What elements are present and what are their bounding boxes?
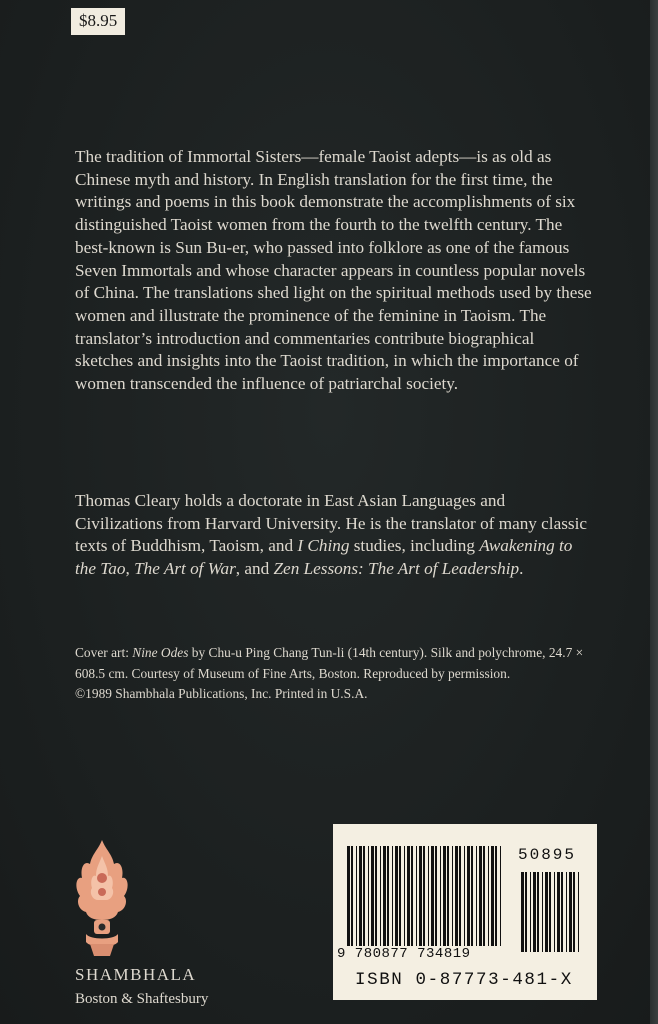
- cover-edge: [650, 0, 658, 1024]
- ean-barcode: [345, 846, 505, 946]
- publisher-location: Boston & Shaftesbury: [75, 991, 209, 1007]
- credits-details: by Chu-u Ping Chang Tun-li (14th century). Silk and polychrome, 24.7 × 608.5 cm. Courtesy of Museum of Fine Arts, Boston. Reproduced by permission.: [75, 645, 584, 681]
- bio-text: studies, including: [349, 536, 480, 556]
- copyright-line: ©1989 Shambhala Publications, Inc. Printed in U.S.A.: [75, 686, 368, 701]
- isbn-number: ISBN 0-87773-481-X: [355, 970, 573, 990]
- barcode-panel: [333, 824, 597, 1000]
- bio-italic-title: The Art of War: [134, 559, 236, 579]
- credits-prefix: Cover art:: [75, 645, 133, 660]
- bio-italic-title: Zen Lessons: The Art of Leadership: [273, 559, 520, 579]
- bio-text: ,: [125, 559, 135, 579]
- artwork-title: Nine Odes: [132, 645, 189, 660]
- price-addon-barcode: [519, 872, 583, 952]
- price-sticker: $8.95: [71, 8, 125, 35]
- book-description: The tradition of Immortal Sisters—female Taoist adepts—is as old as Chinese myth and history. In English translation for the first time, the writings and poems in this book demonstrate the accomplishments of six distinguished Taoist women from the fourth to the twelfth century. The best-known is Sun Bu-er, who passed into folklore as one of the famous Seven Immortals and whose character appears in countless popular novels of China. The translations shed light on the spiritual methods used by these women and illustrate the prominence of the feminine in Taoism. The translator’s introduction and commentaries contribute biographical sketches and insights into the Taoist tradition, in which the importance of women transcended the influence of patriarchal society.: [75, 147, 592, 394]
- translator-bio: [75, 490, 595, 581]
- bio-text: Thomas Cleary holds a doctorate in East Asian Languages and Civilizations from Harvard University. He is the translator of many classic texts of Buddhism, Taoism, and: [75, 491, 587, 556]
- price-code-digits: 50895: [518, 846, 577, 864]
- bio-italic-title: I Ching: [297, 536, 350, 556]
- bio-text: , and: [235, 559, 274, 579]
- ean-number: 9 780877 734819: [337, 946, 471, 962]
- cover-art-credits: [75, 643, 595, 705]
- bio-italic-title: Awakening to the Tao: [75, 536, 573, 579]
- flaming-jewel-logo-icon: [72, 838, 132, 958]
- publisher-name: SHAMBHALA: [75, 965, 197, 984]
- bio-text: .: [519, 559, 524, 579]
